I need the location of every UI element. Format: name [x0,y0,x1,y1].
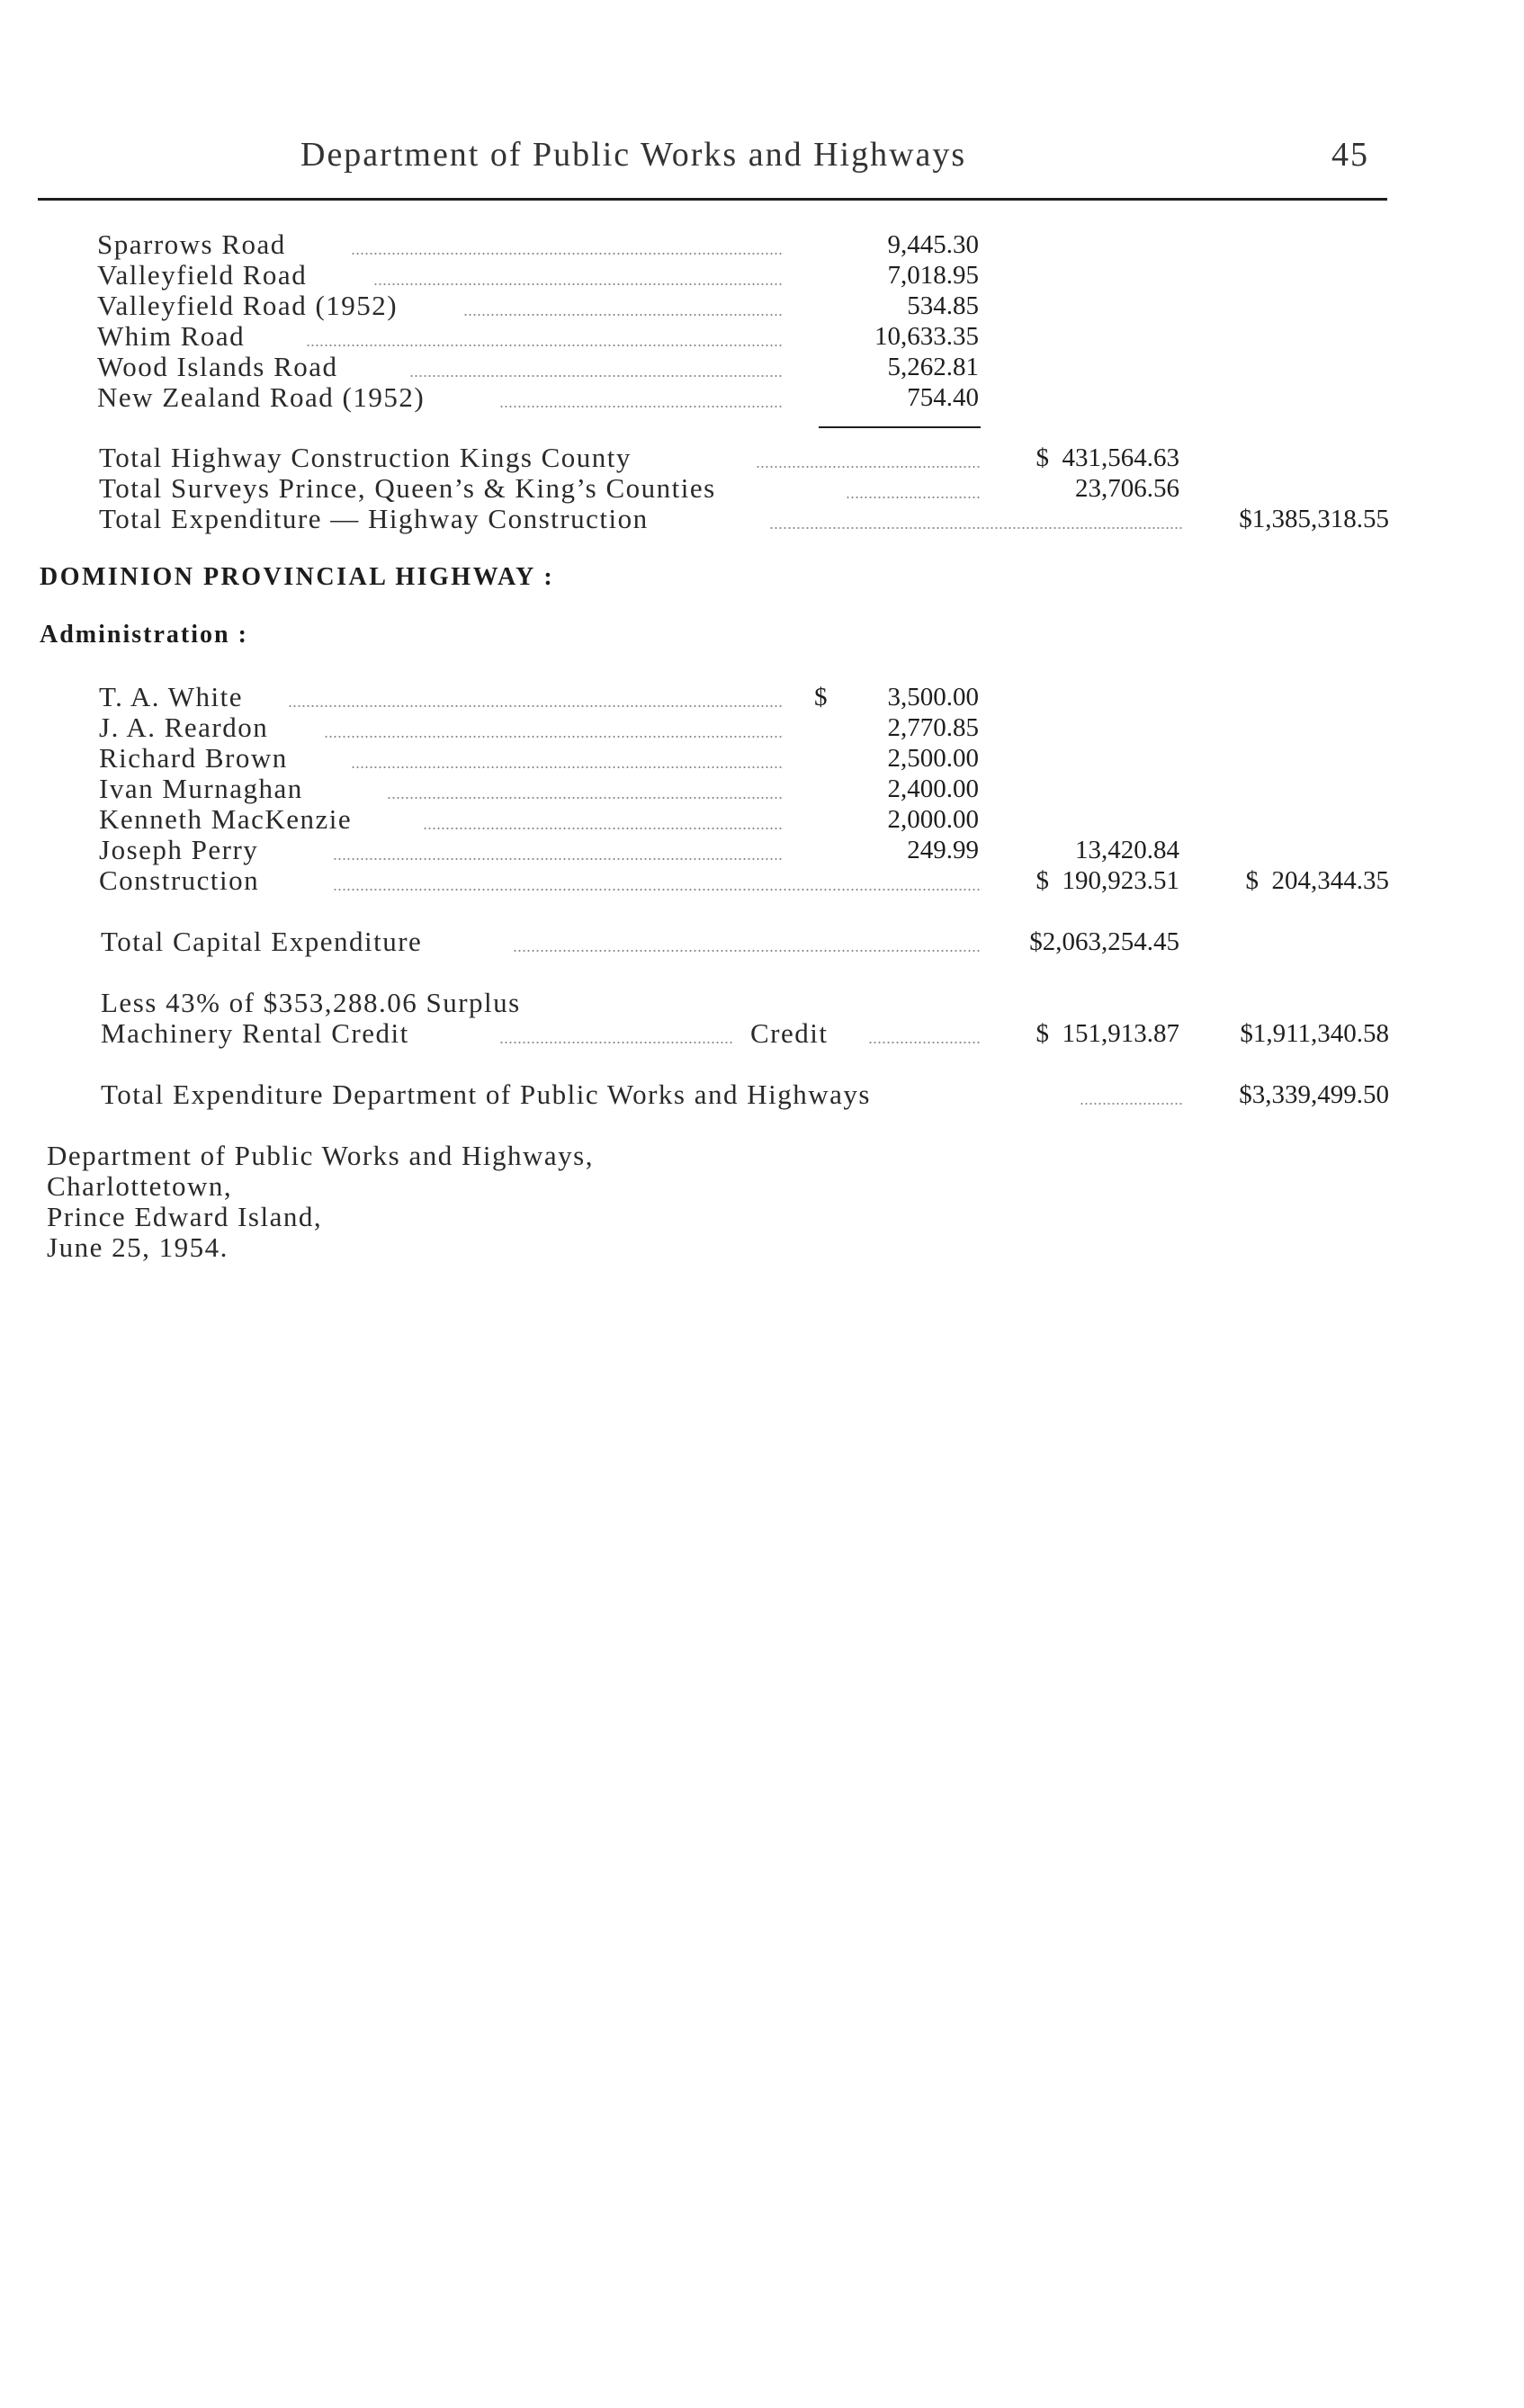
road-amount: 534.85 [907,291,979,320]
total-kings-county-row [0,443,1524,473]
road-label: Valleyfield Road (1952) [97,290,399,321]
less-line-1: Less 43% of $353,288.06 Surplus [101,987,521,1018]
total-surveys-row [0,473,1524,504]
capital-label: Total Capital Expenditure [101,926,423,957]
leader-dots [499,1042,733,1043]
leader-dots [333,858,783,860]
leader-dots [333,889,981,891]
road-row [0,291,1524,321]
machinery-credit-row [0,1018,1524,1049]
construction-row [0,865,1524,896]
staff-label: T. A. White [99,681,243,712]
total-surveys-amount: 23,706.56 [1075,474,1179,503]
staff-row [0,743,1524,774]
construction-label: Construction [99,864,260,896]
leader-dots [846,497,981,498]
road-row [0,260,1524,291]
grand-total-amount: $3,339,499.50 [1239,1080,1389,1109]
road-label: New Zealand Road (1952) [97,381,426,413]
leader-dots [409,375,783,377]
road-row [0,352,1524,382]
leader-dots [868,1042,981,1043]
leader-dots [463,314,783,316]
total-highway-construction-label: Total Expenditure — Highway Construction [99,503,649,534]
road-amount: 9,445.30 [887,230,979,259]
staff-amount: 2,000.00 [887,805,979,834]
leader-dots [499,406,783,407]
capital-row [0,926,1524,957]
leader-dots [373,283,783,285]
credit-label: Credit [750,1017,829,1049]
road-label: Sparrows Road [97,228,286,260]
staff-label: J. A. Reardon [99,712,269,743]
page-title: Department of Public Works and Highways [300,136,967,174]
staff-row [0,835,1524,865]
dominion-total: $ 204,344.35 [1245,866,1389,895]
subtotal-rule [819,426,981,428]
staff-label: Joseph Perry [99,834,259,865]
staff-label: Richard Brown [99,742,288,774]
road-label: Valleyfield Road [97,259,308,291]
staff-row [0,682,1524,712]
header-rule [38,198,1387,201]
leader-dots [324,736,783,738]
credit-amount: $ 151,913.87 [1035,1019,1179,1048]
road-row [0,382,1524,413]
total-highway-construction-row [0,504,1524,534]
total-kings-county-label: Total Highway Construction Kings County [99,442,632,473]
road-label: Whim Road [97,320,246,352]
leader-dots [1080,1103,1183,1105]
leader-dots [306,345,783,346]
total-surveys-label: Total Surveys Prince, Queen’s & King’s Counties [99,472,716,504]
grand-total-label: Total Expenditure Department of Public Works and Highways [101,1079,871,1110]
signature-line-3: Prince Edward Island, [47,1201,323,1232]
section-heading: DOMINION PROVINCIAL HIGHWAY : [40,563,555,591]
staff-row [0,774,1524,804]
leader-dots [351,253,783,255]
staff-row [0,804,1524,835]
administration-subtotal: 13,420.84 [1075,836,1179,864]
road-amount: 5,262.81 [887,353,979,381]
staff-amount: 2,770.85 [887,713,979,742]
road-amount: 754.40 [907,383,979,412]
road-row [0,321,1524,352]
leader-dots [387,797,783,799]
leader-dots [756,466,981,468]
capital-amount: $2,063,254.45 [1029,927,1179,956]
staff-amount: 2,500.00 [887,744,979,773]
currency-symbol: $ [814,683,828,712]
staff-label: Kenneth MacKenzie [99,803,353,835]
total-kings-county-amount: $ 431,564.63 [1035,443,1179,472]
net-amount: $1,911,340.58 [1240,1019,1389,1048]
signature-line-1: Department of Public Works and Highways, [47,1140,594,1171]
staff-row [0,712,1524,743]
staff-amount: 2,400.00 [887,774,979,803]
staff-label: Ivan Murnaghan [99,773,303,804]
road-row [0,229,1524,260]
leader-dots [423,828,783,829]
staff-amount: 3,500.00 [887,683,979,712]
leader-dots [288,705,783,707]
page-number: 45 [1331,136,1369,174]
leader-dots [769,527,1183,529]
grand-total-row [0,1079,1524,1110]
leader-dots [513,950,981,952]
staff-amount: 249.99 [907,836,979,864]
road-amount: 7,018.95 [887,261,979,290]
signature-line-2: Charlottetown, [47,1170,233,1202]
section-subheading: Administration : [40,621,248,649]
leader-dots [351,766,783,768]
signature-line-4: June 25, 1954. [47,1231,229,1263]
road-label: Wood Islands Road [97,351,338,382]
road-amount: 10,633.35 [874,322,979,351]
total-highway-construction-amount: $1,385,318.55 [1239,505,1389,533]
construction-amount: $ 190,923.51 [1035,866,1179,895]
machinery-credit-label: Machinery Rental Credit [101,1017,409,1049]
